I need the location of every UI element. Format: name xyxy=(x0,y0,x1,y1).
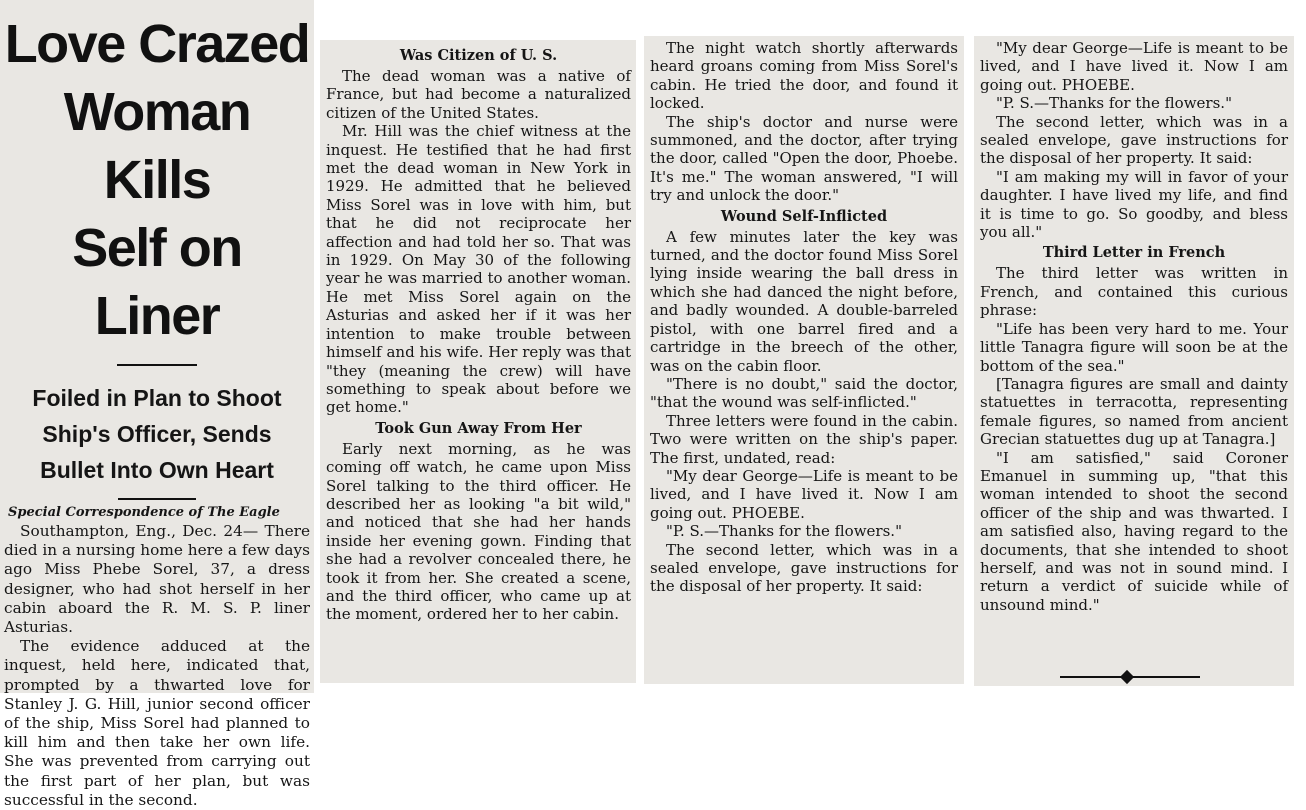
column-1 xyxy=(0,0,314,809)
paragraph: The third letter was written in French, and contained this curious phrase: xyxy=(980,264,1288,320)
paragraph: Southampton, Eng., Dec. 24— There died in a nursing home here a few days ago Miss Phebe Sorel, 37, a dress designer, who had shot herself in her cabin aboard the R. M. S. P. liner Asturias. xyxy=(4,522,310,637)
end-mark-divider xyxy=(1060,676,1200,678)
paragraph: The second letter, which was in a sealed envelope, gave instructions for the disposal of her property. It said: xyxy=(980,112,1288,168)
headline-line: Self on Liner xyxy=(72,218,242,346)
column-4 xyxy=(974,36,1294,686)
paragraph: A few minutes later the key was turned, and the doctor found Miss Sorel lying inside wearing the ball dress in which she had danced the night before, and badly wounded. A double-barreled pistol, with one barrel fired and a cartridge in the breech of the other, was on the cabin floor. xyxy=(650,227,958,375)
paragraph: Three letters were found in the cabin. Two were written on the ship's paper. The first, undated, read: xyxy=(650,411,958,467)
subheadline xyxy=(4,380,310,488)
subheadline-line: Foiled in Plan to Shoot xyxy=(32,385,282,411)
paragraph: "There is no doubt," said the doctor, "that the wound was self-inflicted." xyxy=(650,374,958,412)
paragraph: The second letter, which was in a sealed envelope, gave instructions for the disposal of her property. It said: xyxy=(650,540,958,596)
paragraph: "I am satisfied," said Coroner Emanuel in summing up, "that this woman intended to shoot the second officer of the ship and was thwarted. I am satisfied also, having regard to the documents, that she intended to shoot herself, and was not in sound mind. I return a verdict of suicide while of unsound mind." xyxy=(980,448,1288,614)
paragraph: Early next morning, as he was coming off watch, he came upon Miss Sorel talking to the third officer. He described her as looking "a bit wild," and noticed that she had her hands inside her evening gown. Finding that she had a revolver concealed there, he took it from her. She created a scene, and the third officer, who came up at the moment, ordered her to her cabin. xyxy=(326,439,631,624)
paragraph: "I am making my will in favor of your daughter. I have lived my life, and find it is time to go. So goodby, and bless you all." xyxy=(980,167,1288,242)
divider xyxy=(118,498,196,500)
headline-line: Love Crazed xyxy=(4,14,310,74)
article-body-col1 xyxy=(4,522,310,810)
paragraph: The ship's doctor and nurse were summoned, and the doctor, after trying the door, called "Open the door, Phoebe. It's me." The woman answered, "I will try and unlock the door." xyxy=(650,112,958,205)
section-heading: Was Citizen of U. S. xyxy=(399,47,558,64)
section-heading: Took Gun Away From Her xyxy=(375,419,582,437)
paragraph: "Life has been very hard to me. Your little Tanagra figure will soon be at the bottom of the sea." xyxy=(980,319,1288,375)
paragraph: "P. S.—Thanks for the flowers." xyxy=(996,94,1232,113)
headline xyxy=(4,10,310,350)
paragraph: The night watch shortly afterwards heard groans coming from Miss Sorel's cabin. He tried the door, and found it locked. xyxy=(650,39,958,113)
paragraph: Mr. Hill was the chief witness at the inquest. He testified that he had first met the dead woman in New York in 1929. He admitted that he believed Miss Sorel was in love with him, but that he did not reciprocate her affection and had told her so. That was in 1929. On May 30 of the following year he was married to another woman. He met Miss Sorel again on the Asturias and asked her if it was her intention to make trouble between himself and his wife. Her reply was that "they (meaning the crew) will have something to speak about before we get home." xyxy=(326,122,631,417)
section-heading: Wound Self-Inflicted xyxy=(720,207,888,225)
subheadline-line: Bullet Into Own Heart xyxy=(40,457,274,483)
headline-line: Woman Kills xyxy=(63,82,251,210)
section-heading: Third Letter in French xyxy=(1042,244,1226,262)
column-3 xyxy=(644,36,964,684)
paragraph: [Tanagra figures are small and dainty statuettes in terracotta, representing female figures, so named from ancient Grecian statuettes dug up at Tanagra.] xyxy=(980,374,1288,449)
column-2 xyxy=(320,40,636,683)
paragraph: "P. S.—Thanks for the flowers." xyxy=(666,522,902,541)
byline: Special Correspondence of The Eagle xyxy=(8,505,280,520)
paragraph: The evidence adduced at the inquest, held here, indicated that, prompted by a thwarted love for Stanley J. G. Hill, junior second officer of the ship, Miss Sorel had planned to kill him and then take her own life. She was prevented from carrying out the first part of her plan, but was successful in the second. xyxy=(4,637,310,809)
paragraph: "My dear George—Life is meant to be lived, and I have lived it. Now I am going out. PHOEBE. xyxy=(650,466,958,522)
paragraph: The dead woman was a native of France, but had become a naturalized citizen of the United States. xyxy=(326,67,631,122)
divider xyxy=(117,364,197,366)
subheadline-line: Ship's Officer, Sends xyxy=(42,421,272,447)
paragraph: "My dear George—Life is meant to be lived, and I have lived it. Now I am going out. PHOEBE. xyxy=(980,39,1288,94)
